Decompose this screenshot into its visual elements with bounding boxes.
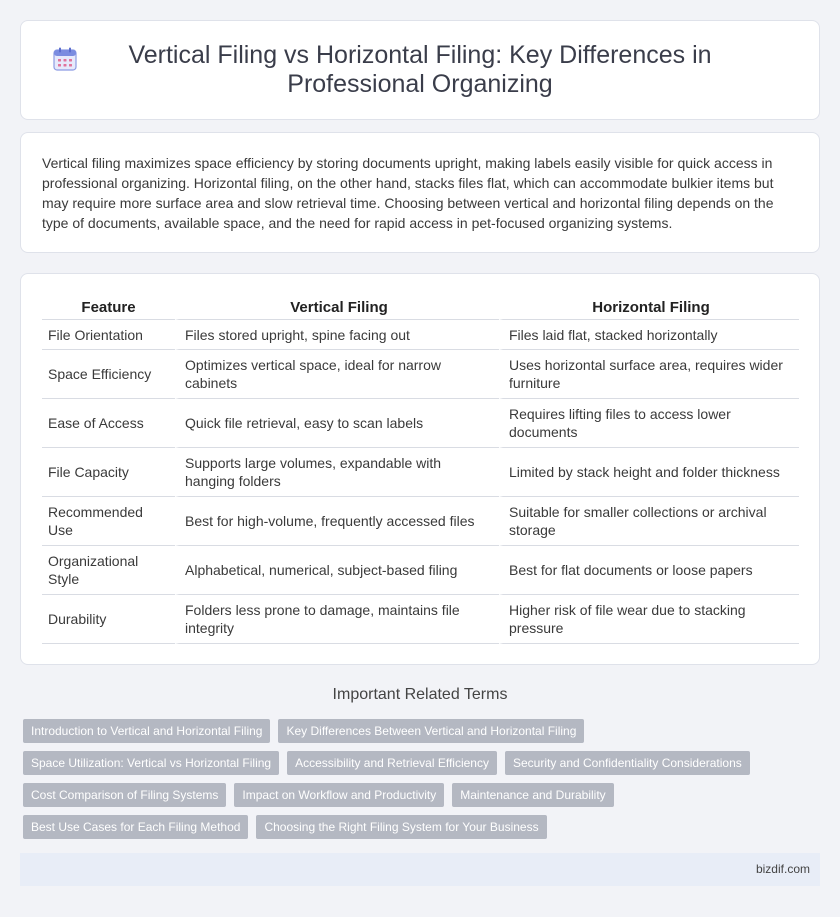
comparison-table xyxy=(42,296,799,644)
table-row xyxy=(42,320,799,350)
table-header-row xyxy=(42,296,799,320)
horizontal-cell: Uses horizontal surface area, requires wider furniture xyxy=(499,350,799,399)
feature-cell: Organizational Style xyxy=(42,546,175,595)
related-term-tag[interactable]: Cost Comparison of Filing Systems xyxy=(23,783,226,807)
related-term-tag[interactable]: Introduction to Vertical and Horizontal Filing xyxy=(23,719,270,743)
page-title: Vertical Filing vs Horizontal Filing: Key Differences in Professional Organizing xyxy=(128,41,712,98)
vertical-cell: Optimizes vertical space, ideal for narrow cabinets xyxy=(175,350,499,399)
table-row xyxy=(42,497,799,546)
intro-paragraph: Vertical filing maximizes space efficiency by storing documents upright, making labels easily visible for quick access in professional organizing. Horizontal filing, on the other hand, stacks files flat, which can accommodate bulkier items but may require more surface area and slow retrieval time. Choosing between vertical and horizontal filing depends on the type of documents, available space, and the need for rapid access in pet-focused organizing systems. xyxy=(42,155,774,231)
column-header-horizontal: Horizontal Filing xyxy=(499,296,799,320)
intro-card xyxy=(20,132,820,253)
table-row xyxy=(42,448,799,497)
feature-cell: Recommended Use xyxy=(42,497,175,546)
column-header-vertical: Vertical Filing xyxy=(175,296,499,320)
feature-cell: Ease of Access xyxy=(42,399,175,448)
horizontal-cell: Suitable for smaller collections or archival storage xyxy=(499,497,799,546)
footer-site-link[interactable]: bizdif.com xyxy=(755,862,810,876)
vertical-cell: Folders less prone to damage, maintains file integrity xyxy=(175,595,499,644)
related-term-tag[interactable]: Best Use Cases for Each Filing Method xyxy=(23,815,248,839)
horizontal-cell: Limited by stack height and folder thickness xyxy=(499,448,799,497)
footer xyxy=(20,853,820,886)
horizontal-cell: Requires lifting files to access lower documents xyxy=(499,399,799,448)
feature-cell: Durability xyxy=(42,595,175,644)
related-term-tag[interactable]: Maintenance and Durability xyxy=(452,783,613,807)
related-term-tag[interactable]: Key Differences Between Vertical and Horizontal Filing xyxy=(278,719,584,743)
vertical-cell: Quick file retrieval, easy to scan labels xyxy=(175,399,499,448)
horizontal-cell: Files laid flat, stacked horizontally xyxy=(499,320,799,350)
feature-cell: Space Efficiency xyxy=(42,350,175,399)
related-term-tag[interactable]: Accessibility and Retrieval Efficiency xyxy=(287,751,497,775)
feature-cell: File Capacity xyxy=(42,448,175,497)
column-header-feature: Feature xyxy=(42,296,175,320)
table-row xyxy=(42,595,799,644)
table-row xyxy=(42,350,799,399)
header-card xyxy=(20,20,820,120)
table-row xyxy=(42,546,799,595)
related-terms-list xyxy=(23,719,803,847)
related-term-tag[interactable]: Choosing the Right Filing System for Your Business xyxy=(256,815,546,839)
vertical-cell: Alphabetical, numerical, subject-based filing xyxy=(175,546,499,595)
related-term-tag[interactable]: Space Utilization: Vertical vs Horizontal Filing xyxy=(23,751,279,775)
related-term-tag[interactable]: Security and Confidentiality Considerations xyxy=(505,751,750,775)
related-term-tag[interactable]: Impact on Workflow and Productivity xyxy=(234,783,444,807)
vertical-cell: Best for high-volume, frequently accessed files xyxy=(175,497,499,546)
related-terms-heading: Important Related Terms xyxy=(332,686,508,703)
horizontal-cell: Higher risk of file wear due to stacking pressure xyxy=(499,595,799,644)
vertical-cell: Supports large volumes, expandable with hanging folders xyxy=(175,448,499,497)
table-row xyxy=(42,399,799,448)
vertical-cell: Files stored upright, spine facing out xyxy=(175,320,499,350)
feature-cell: File Orientation xyxy=(42,320,175,350)
comparison-table-card xyxy=(20,273,820,665)
horizontal-cell: Best for flat documents or loose papers xyxy=(499,546,799,595)
